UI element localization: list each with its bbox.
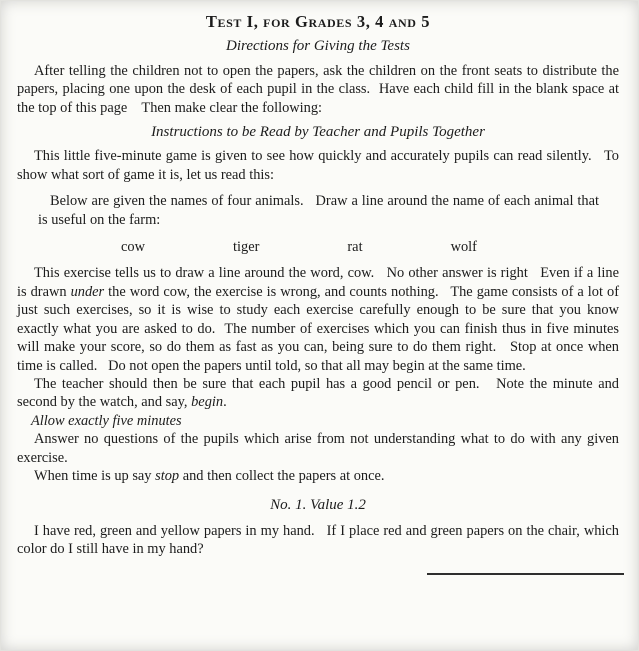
para-teacher-pencil: The teacher should then be sure that each pupil has a good pencil or pen. Note the minute and second by the watch, and say, begin. <box>17 375 623 411</box>
animal-word-tiger: tiger <box>233 239 260 256</box>
animal-word-cow: cow <box>121 239 145 256</box>
para-exercise-explanation: This exercise tells us to draw a line around the word, cow. No other answer is right Even if a line is drawn under the word cow, the exercise is wrong, and counts nothing. The game consists of a lot of just such exercises, so it is wise to study each exercise carefully enough to be sure that you know exactly what you are asked to do. The number of exercises which you can finish thus in five minutes will make your score, so do them as fast as you can, being sure to do them right. Stop at once when time is called. Do not open the papers until told, so that all may begin at the same time. <box>17 265 623 374</box>
allow-five-minutes-note: Allow exactly five minutes <box>31 412 182 429</box>
animal-word-wolf: wolf <box>450 239 477 256</box>
para-time-up: When time is up say stop and then collect the papers at once. <box>34 467 385 484</box>
para-exercise-1-question: I have red, green and yellow papers in my hand. If I place red and green papers on the chair, which color do I still have in my hand? <box>17 522 623 558</box>
animal-word-rat: rat <box>347 239 363 256</box>
directions-heading: Directions for Giving the Tests <box>226 38 410 55</box>
para-distribute-papers: After telling the children not to open the papers, ask the children on the front seats to distribute the papers, placing one upon the desk of each pupil in the class. Have each child fill in the blank space at the top of this page Then make clear the following: <box>17 62 623 116</box>
sample-exercise-text: Below are given the names of four animals. Draw a line around the name of each animal that is useful on the farm: <box>38 193 603 228</box>
para-no-questions: Answer no questions of the pupils which arise from not understanding what to do with any given exercise. <box>17 431 623 466</box>
instructions-heading: Instructions to be Read by Teacher and Pupils Together <box>151 124 485 141</box>
animal-word-list <box>121 238 477 256</box>
para-game-intro: This little five-minute game is given to see how quickly and accurately pupils can read silently. To show what sort of game it is, let us read this: <box>17 148 623 183</box>
page-title: Test I, for Grades 3, 4 and 5 <box>205 12 431 31</box>
answer-blank-line <box>427 573 624 575</box>
exercise-1-heading: No. 1. Value 1.2 <box>270 497 366 514</box>
